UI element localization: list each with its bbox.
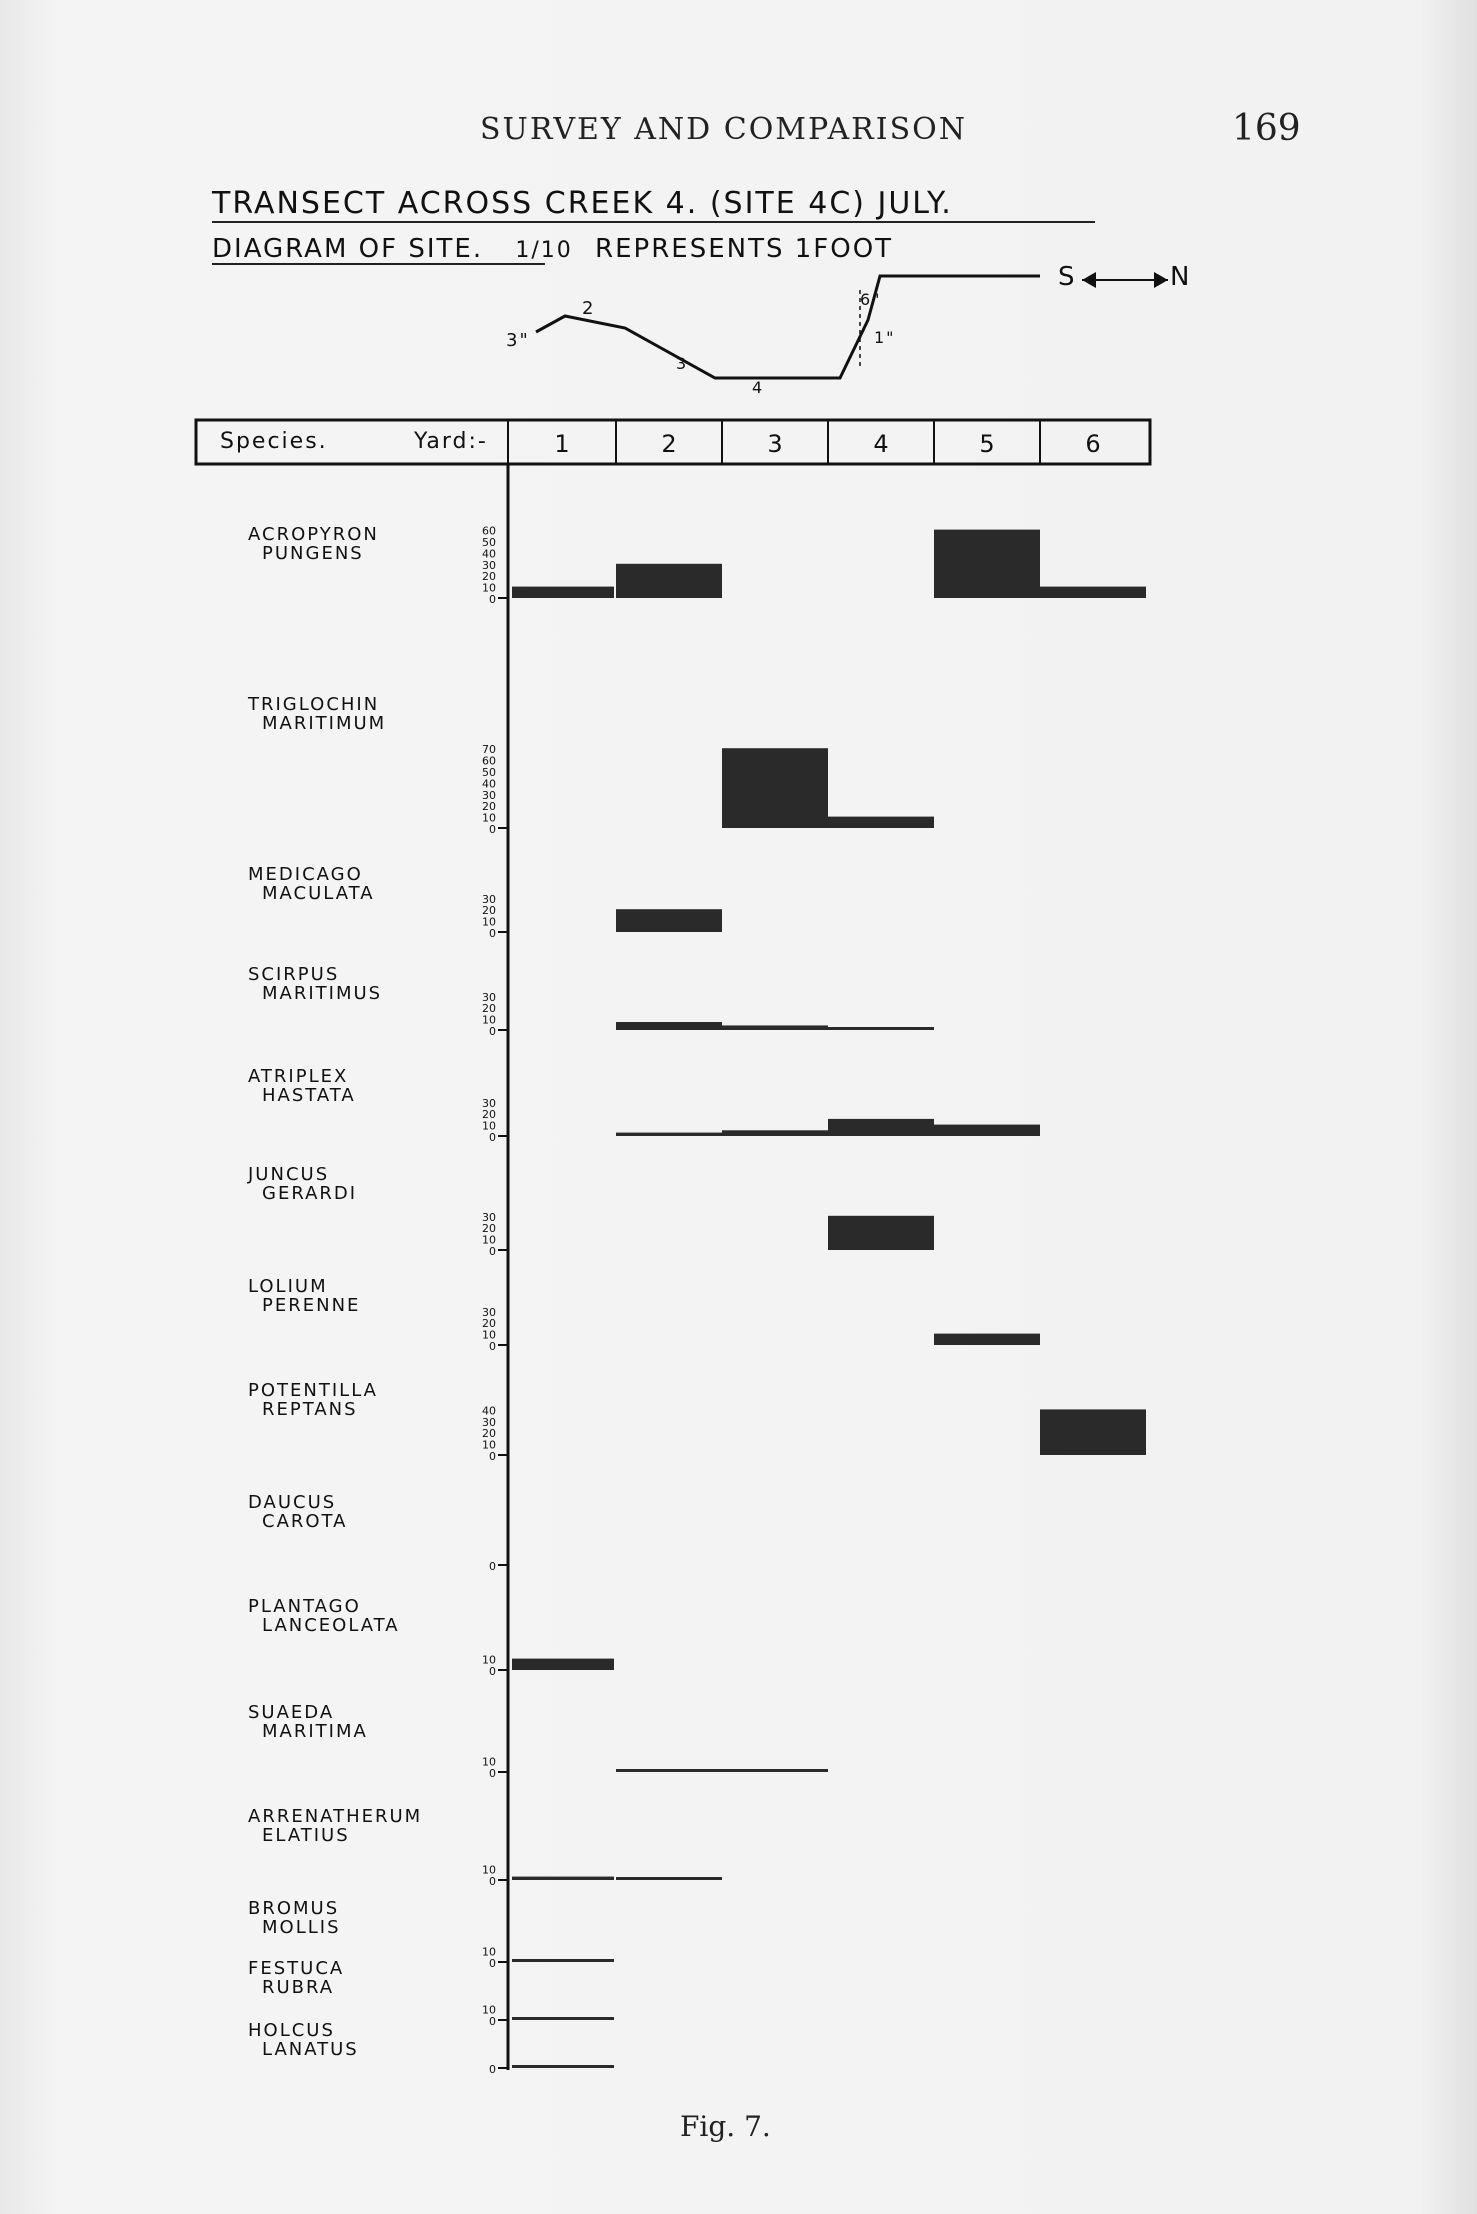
tick-label: 20 [482, 570, 496, 584]
header-yard: Yard:- [414, 429, 488, 454]
species-label-line: POTENTILLA [248, 1380, 378, 1401]
tick-label: 0 [489, 823, 496, 836]
bar-1-yard-6 [1040, 587, 1146, 598]
tick-label: 0 [489, 593, 496, 606]
bar-13-yard-1 [512, 1959, 614, 1962]
tick-label: 40 [482, 1404, 496, 1418]
tick-label: 10 [482, 915, 496, 929]
bar-4-yard-3 [722, 1025, 828, 1030]
tick-label: 0 [489, 927, 496, 940]
tick-label: 10 [482, 1945, 496, 1959]
tick-label: 10 [482, 1119, 496, 1133]
direction-arrowhead-s [1082, 272, 1096, 288]
tick-label: 0 [489, 1875, 496, 1888]
scale-text: REPRESENTS 1FOOT [595, 234, 894, 264]
bar-11-yard-2 [616, 1769, 722, 1772]
tick-label: 10 [482, 1863, 496, 1877]
tick-label: 60 [482, 754, 496, 768]
bar-12-yard-2 [616, 1877, 722, 1880]
species-label-line: LANCEOLATA [262, 1614, 400, 1636]
bar-5-yard-3 [722, 1130, 828, 1136]
tick-label: 0 [489, 1957, 496, 1970]
bar-11-yard-3 [722, 1769, 828, 1772]
species-label-line: LANATUS [262, 2038, 359, 2060]
species-label-line: ELATIUS [262, 1824, 350, 1846]
species-label-line: PERENNE [262, 1294, 361, 1316]
tick-label: 10 [482, 1438, 496, 1452]
bar-10-yard-1 [512, 1659, 614, 1670]
tick-label: 30 [482, 892, 496, 906]
profile-label-2: 2 [582, 298, 596, 319]
bar-1-yard-1 [512, 587, 614, 598]
profile-label-3: 3 [676, 354, 689, 373]
tick-label: 10 [482, 1013, 496, 1027]
scale-fraction: 1/10 [515, 238, 573, 263]
tick-label: 10 [482, 1328, 496, 1342]
tick-label: 30 [482, 1096, 496, 1110]
tick-label: 20 [482, 1002, 496, 1016]
tick-label: 0 [489, 2063, 496, 2076]
running-head: SURVEY AND COMPARISON [480, 112, 967, 147]
species-label-line: TRIGLOCHIN [248, 694, 380, 715]
tick-label: 20 [482, 904, 496, 918]
bar-5-yard-2 [616, 1133, 722, 1136]
profile-label-6: 1" [874, 328, 896, 347]
species-label-line: JUNCUS [248, 1164, 330, 1185]
tick-label: 0 [489, 1560, 496, 1573]
tick-label: 50 [482, 766, 496, 779]
tick-label: 70 [482, 743, 496, 757]
bar-12-yard-1 [512, 1877, 614, 1880]
tick-label: 10 [482, 1653, 496, 1667]
bar-4-yard-2 [616, 1022, 722, 1030]
tick-label: 20 [482, 1108, 496, 1122]
species-label-line: RUBRA [262, 1976, 335, 1998]
species-label-line: MARITIMUS [262, 982, 383, 1004]
tick-label: 30 [482, 990, 496, 1004]
yard-label-2: 2 [661, 430, 677, 458]
profile-label-4: 4 [752, 378, 765, 397]
figure-title: TRANSECT ACROSS CREEK 4. (SITE 4C) JULY. [212, 186, 953, 221]
yard-label-6: 6 [1085, 430, 1101, 458]
tick-label: 10 [482, 581, 496, 595]
page-number: 169 [1232, 108, 1301, 149]
tick-label: 10 [482, 1755, 496, 1769]
species-label-line: MARITIMA [262, 1720, 368, 1742]
species-label-line: BROMUS [248, 1898, 340, 1919]
species-label-line: MACULATA [262, 882, 375, 904]
species-label-line: MARITIMUM [262, 712, 387, 734]
yard-label-4: 4 [873, 430, 889, 458]
bar-6-yard-4 [828, 1216, 934, 1250]
tick-label: 40 [482, 777, 496, 791]
species-label-line: DAUCUS [248, 1492, 337, 1513]
bar-1-yard-2 [616, 564, 722, 598]
tick-label: 40 [482, 547, 496, 561]
tick-label: 20 [482, 1222, 496, 1236]
yard-label-5: 5 [979, 430, 995, 458]
species-label-line: ACROPYRON [248, 524, 379, 545]
tick-label: 30 [482, 788, 496, 802]
tick-label: 0 [489, 1131, 496, 1144]
species-label-line: SCIRPUS [248, 964, 340, 985]
creek-profile-line [536, 276, 1040, 378]
bar-7-yard-5 [934, 1334, 1040, 1345]
bar-2-yard-4 [828, 817, 934, 828]
species-label-line: MOLLIS [262, 1916, 341, 1938]
tick-label: 20 [482, 1427, 496, 1441]
tick-label: 10 [482, 1233, 496, 1247]
direction-to: N [1170, 262, 1192, 292]
species-label-line: SUAEDA [248, 1702, 335, 1723]
tick-label: 20 [482, 1317, 496, 1331]
profile-label-1: 3" [506, 330, 530, 351]
tick-label: 20 [482, 800, 496, 814]
yard-label-1: 1 [554, 430, 570, 458]
tick-label: 0 [489, 1340, 496, 1353]
species-label-line: ATRIPLEX [248, 1066, 349, 1087]
tick-label: 0 [489, 2015, 496, 2028]
species-label-line: ARRENATHERUM [248, 1806, 423, 1827]
yard-label-3: 3 [767, 430, 783, 458]
bar-5-yard-4 [828, 1119, 934, 1136]
bar-1-yard-5 [934, 530, 1040, 598]
bar-15-yard-1 [512, 2065, 614, 2068]
tick-label: 30 [482, 1305, 496, 1319]
species-label-line: PLANTAGO [248, 1596, 361, 1617]
tick-label: 60 [482, 524, 496, 538]
species-label-line: FESTUCA [248, 1958, 345, 1979]
tick-label: 10 [482, 811, 496, 825]
species-label-line: HOLCUS [248, 2020, 335, 2041]
bar-2-yard-3 [722, 748, 828, 828]
figure-caption: Fig. 7. [680, 2110, 771, 2143]
diagram-label-text: DIAGRAM OF SITE. [212, 234, 484, 264]
species-label-line: LOLIUM [248, 1276, 328, 1297]
direction-arrowhead-n [1154, 272, 1168, 288]
tick-label: 0 [489, 1025, 496, 1038]
species-label-line: REPTANS [262, 1398, 358, 1420]
bar-8-yard-6 [1040, 1409, 1146, 1455]
profile-label-5: 6" [860, 290, 882, 309]
tick-label: 0 [489, 1245, 496, 1258]
tick-label: 0 [489, 1450, 496, 1463]
bar-14-yard-1 [512, 2017, 614, 2020]
tick-label: 30 [482, 1415, 496, 1429]
tick-label: 50 [482, 536, 496, 549]
tick-label: 30 [482, 558, 496, 572]
bar-5-yard-5 [934, 1125, 1040, 1136]
bar-3-yard-2 [616, 909, 722, 932]
species-label-line: MEDICAGO [248, 864, 363, 885]
species-label-line: HASTATA [262, 1084, 356, 1106]
direction-from: S [1058, 262, 1077, 292]
tick-label: 10 [482, 2003, 496, 2017]
species-label-line: PUNGENS [262, 542, 364, 564]
tick-label: 0 [489, 1767, 496, 1780]
header-species: Species. [220, 429, 328, 454]
species-label-line: GERARDI [262, 1182, 358, 1204]
bar-4-yard-4 [828, 1027, 934, 1030]
tick-label: 0 [489, 1665, 496, 1678]
species-label-line: CAROTA [262, 1510, 348, 1532]
tick-label: 30 [482, 1210, 496, 1224]
